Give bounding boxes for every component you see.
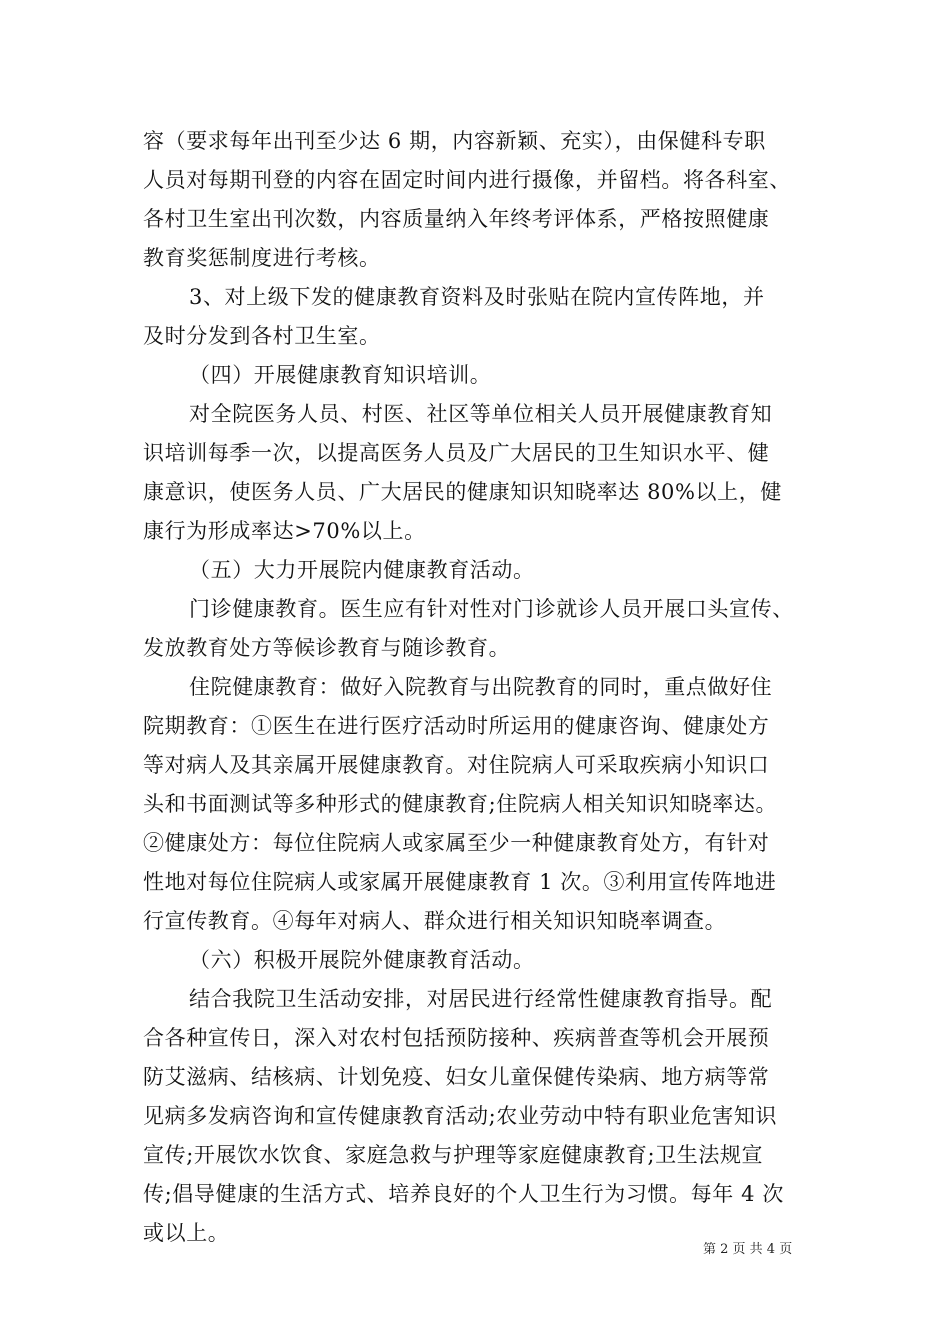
page-number: 第 2 页 共 4 页 (703, 1242, 793, 1257)
text-line: 各村卫生室出刊次数，内容质量纳入年终考评体系，严格按照健康 (143, 207, 770, 231)
section-heading: （六）积极开展院外健康教育活动。 (189, 948, 535, 972)
text-line: 或以上。 (143, 1221, 230, 1245)
text-line: 容（要求每年出刊至少达 6 期，内容新颖、充实），由保健科专职 (143, 129, 766, 153)
text-line: 康行为形成率达>70%以上。 (143, 519, 426, 543)
text-line: 结合我院卫生活动安排，对居民进行经常性健康教育指导。配 (189, 987, 773, 1011)
text-line: 及时分发到各村卫生室。 (143, 324, 381, 348)
text-line: 头和书面测试等多种形式的健康教育;住院病人相关知识知晓率达。 (143, 792, 778, 816)
section-heading: （四）开展健康教育知识培训。 (189, 363, 492, 387)
text-line: 行宣传教育。④每年对病人、群众进行相关知识知晓率调查。 (143, 909, 727, 933)
text-line: 教育奖惩制度进行考核。 (143, 246, 381, 270)
section-heading: （五）大力开展院内健康教育活动。 (189, 558, 535, 582)
text-line: 合各种宣传日，深入对农村包括预防接种、疾病普查等机会开展预 (143, 1026, 770, 1050)
text-line: 传;倡导健康的生活方式、培养良好的个人卫生行为习惯。每年 4 次 (143, 1182, 784, 1206)
text-line: 识培训每季一次，以提高医务人员及广大居民的卫生知识水平、健 (143, 441, 770, 465)
text-line: 发放教育处方等候诊教育与随诊教育。 (143, 636, 511, 660)
text-line: 3、对上级下发的健康教育资料及时张贴在院内宣传阵地，并 (189, 285, 765, 309)
text-line: 对全院医务人员、村医、社区等单位相关人员开展健康教育知 (189, 402, 773, 426)
text-line: ②健康处方：每位住院病人或家属至少一种健康教育处方，有针对 (143, 831, 770, 855)
text-line: 人员对每期刊登的内容在固定时间内进行摄像，并留档。将各科室、 (143, 168, 791, 192)
text-line: 宣传;开展饮水饮食、家庭急救与护理等家庭健康教育;卫生法规宣 (143, 1143, 764, 1167)
text-line: 见病多发病咨询和宣传健康教育活动;农业劳动中特有职业危害知识 (143, 1104, 778, 1128)
text-line: 性地对每位住院病人或家属开展健康教育 1 次。③利用宣传阵地进 (143, 870, 777, 894)
text-line: 住院健康教育：做好入院教育与出院教育的同时，重点做好住 (189, 675, 773, 699)
text-line: 院期教育：①医生在进行医疗活动时所运用的健康咨询、健康处方 (143, 714, 770, 738)
text-line: 防艾滋病、结核病、计划免疫、妇女儿童保健传染病、地方病等常 (143, 1065, 770, 1089)
text-line: 等对病人及其亲属开展健康教育。对住院病人可采取疾病小知识口 (143, 753, 770, 777)
text-line: 康意识，使医务人员、广大居民的健康知识知晓率达 80%以上，健 (143, 480, 782, 504)
text-line: 门诊健康教育。医生应有针对性对门诊就诊人员开展口头宣传、 (189, 597, 794, 621)
